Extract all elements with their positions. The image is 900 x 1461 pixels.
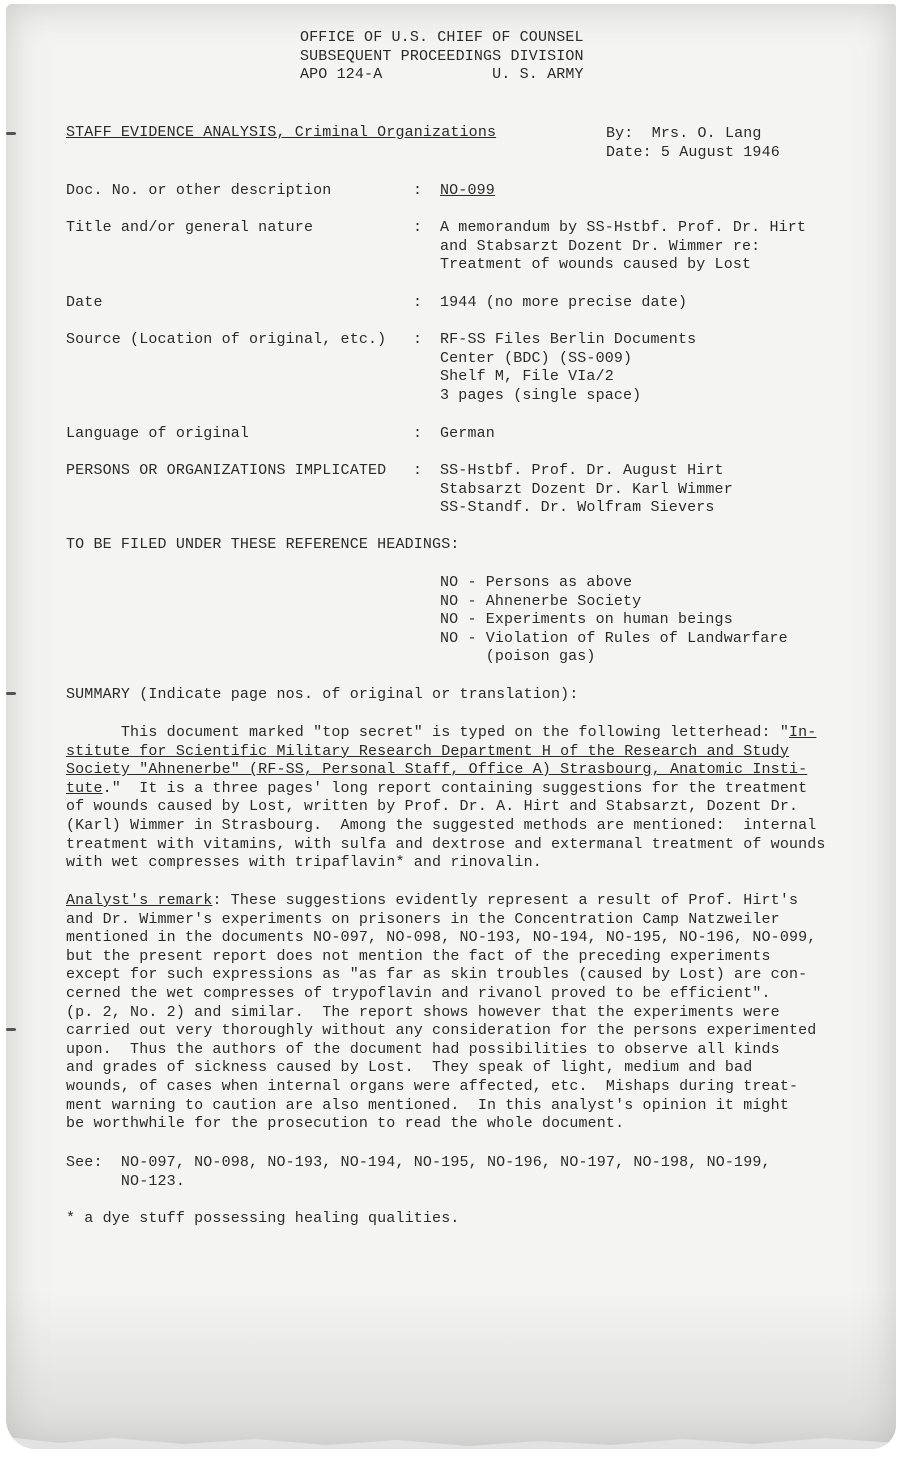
binding-mark bbox=[6, 132, 16, 135]
summary-paragraph bbox=[66, 724, 826, 873]
binding-mark bbox=[6, 692, 16, 695]
see-also: See: NO-097, NO-098, NO-193, NO-194, NO-195, NO-196, NO-197, NO-198, NO-199, NO-123. bbox=[66, 1154, 771, 1190]
summary-heading: SUMMARY (Indicate page nos. of original or translation): bbox=[66, 686, 579, 703]
analyst-remark-rest: and Dr. Wimmer's experiments on prisoners in the Concentration Camp Natzweiler mentioned in the documents NO-097, NO-098, NO-193, NO-194, NO-195, NO-196, NO-099, but the present report does not mention the fact of the preceding experiments except for such expressions as "as far as skin troubles (caused by Lost) are con- cerned the wet compresses of trypoflavin and rivanol proved to be efficient". (p. 2, No. 2) and similar. The report shows however that the experiments were carried out very thoroughly without any consideration for the persons experimented upon. Thus the authors of the document had possibilities to observe all kinds and grades of sickness caused by Lost. They speak of light, medium and bad wounds, of cases when internal organs were affected, etc. Mishaps during treat- ment warning to caution are also mentioned. In this analyst's opinion it might be worthwhile for the prosecution to read the whole document. bbox=[66, 910, 817, 1133]
colon: : bbox=[413, 331, 423, 348]
date-line: Date: 5 August 1946 bbox=[606, 144, 780, 161]
torn-edge bbox=[6, 1429, 896, 1449]
analysis-title: STAFF EVIDENCE ANALYSIS, Criminal Organizations bbox=[66, 124, 497, 141]
author-line: By: Mrs. O. Lang bbox=[606, 125, 762, 142]
summary-rest: of wounds caused by Lost, written by Prof. Dr. A. Hirt and Stabsarzt, Dozent Dr. (Karl) Wimmer in Strasbourg. Among the suggested methods are mentioned: internal treatment with vitamins, with sulfa and dextrose and extermanal treatment of wounds with wet compresses with tripaflavin* and rinovalin. bbox=[66, 798, 826, 872]
title-value: A memorandum by SS-Hstbf. Prof. Dr. Hirt and Stabsarzt Dozent Dr. Wimmer re: Treatment of wounds caused by Lost bbox=[440, 219, 807, 274]
analyst-remark-first-line: : These suggestions evidently represent a result of Prof. Hirt's bbox=[212, 892, 799, 909]
reference-heading: TO BE FILED UNDER THESE REFERENCE HEADINGS: bbox=[66, 536, 460, 553]
date-label: Date bbox=[66, 294, 103, 311]
colon: : bbox=[413, 219, 423, 236]
title-label: Title and/or general nature bbox=[66, 219, 314, 236]
letterhead-line-2: SUBSEQUENT PROCEEDINGS DIVISION bbox=[300, 47, 584, 65]
binding-mark bbox=[6, 1028, 16, 1031]
analyst-remark-label: Analyst's remark bbox=[66, 892, 213, 909]
language-label: Language of original bbox=[66, 425, 250, 442]
date-value: 1944 (no more precise date) bbox=[440, 294, 688, 311]
letterhead-quote: In- bbox=[788, 724, 817, 741]
letterhead bbox=[300, 29, 584, 85]
letterhead-quote: Society "Ahnenerbe" (RF-SS, Personal Staff, Office A) Strasbourg, Anatomic Insti- bbox=[66, 761, 808, 779]
reference-list: NO - Persons as above NO - Ahnenerbe Society NO - Experiments on human beings NO - Violation of Rules of Landwarfare (poison gas) bbox=[440, 574, 788, 666]
analyst-remark bbox=[66, 892, 816, 1134]
persons-value: SS-Hstbf. Prof. Dr. August Hirt Stabsarzt Dozent Dr. Karl Wimmer SS-Standf. Dr. Wolfram Sievers bbox=[440, 462, 733, 517]
doc-no-label: Doc. No. or other description bbox=[66, 182, 332, 199]
letterhead-line-1: OFFICE OF U.S. CHIEF OF COUNSEL bbox=[300, 29, 584, 46]
letterhead-quote: stitute for Scientific Military Research Department H of the Research and Study bbox=[66, 742, 789, 760]
doc-no-value: NO-099 bbox=[440, 182, 495, 199]
persons-label: PERSONS OR ORGANIZATIONS IMPLICATED bbox=[66, 462, 387, 479]
colon: : bbox=[413, 182, 423, 199]
document-page bbox=[6, 4, 896, 1449]
letterhead-line-3: APO 124-A U. S. ARMY bbox=[300, 66, 584, 84]
source-label: Source (Location of original, etc.) bbox=[66, 331, 387, 348]
colon: : bbox=[413, 462, 423, 479]
summary-line-1: This document marked "top secret" is typed on the following letterhead: " bbox=[66, 724, 789, 741]
language-value: German bbox=[440, 425, 495, 442]
colon: : bbox=[413, 294, 423, 311]
letterhead-quote: tute bbox=[66, 779, 103, 797]
summary-line-4: ." It is a three pages' long report containing suggestions for the treatment bbox=[102, 779, 808, 797]
source-value: RF-SS Files Berlin Documents Center (BDC) (SS-009) Shelf M, File VIa/2 3 pages (single space) bbox=[440, 331, 697, 404]
footnote: * a dye stuff possessing healing qualities. bbox=[66, 1210, 460, 1227]
colon: : bbox=[413, 425, 423, 442]
